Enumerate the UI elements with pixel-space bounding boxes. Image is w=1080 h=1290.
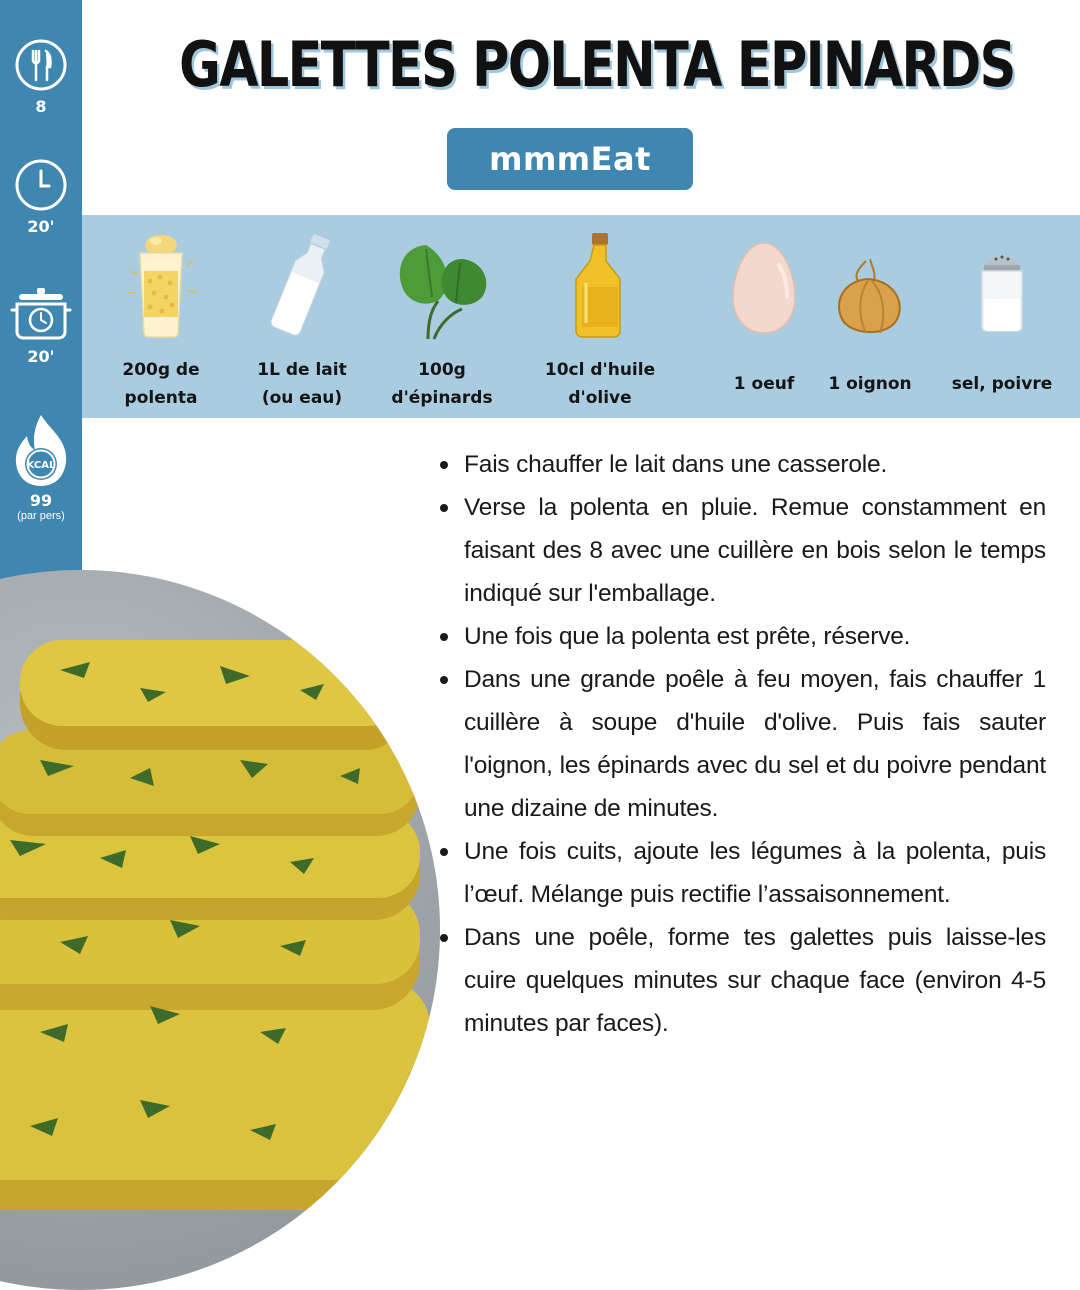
recipe-info-sidebar xyxy=(0,0,82,612)
galettes-stack-illustration xyxy=(0,570,440,1290)
recipe-steps-list xyxy=(436,443,1046,1045)
ingredient-label: 1 oignon xyxy=(828,374,912,394)
clock-icon xyxy=(14,158,68,212)
cook-time-value: 20' xyxy=(27,347,55,366)
spinach-leaves-icon xyxy=(394,239,490,343)
ingredient-salt-pepper xyxy=(932,215,1072,418)
ingredient-label: 1L de lait (ou eau) xyxy=(257,360,347,408)
milk-bottle-icon xyxy=(260,231,344,341)
recipe-step: Fais chauffer le lait dans une casserole. xyxy=(436,443,1046,486)
cook-time-stat xyxy=(0,282,82,366)
ingredient-label: 100g d'épinards xyxy=(391,360,493,408)
kcal-badge-text: KCAL xyxy=(26,460,56,471)
ingredient-onion xyxy=(820,215,920,418)
ingredient-label: sel, poivre xyxy=(951,374,1053,394)
calories-stat xyxy=(0,412,82,523)
prep-time-stat xyxy=(0,158,82,236)
kcal-flame-icon xyxy=(10,412,72,488)
recipe-step: Une fois cuits, ajoute les légumes à la polenta, puis l’œuf. Mélange puis rectifie l’assaisonnement. xyxy=(436,830,1046,916)
ingredient-label: 10cl d'huile d'olive xyxy=(544,360,656,408)
ingredient-milk xyxy=(242,215,362,418)
salt-shaker-icon xyxy=(972,245,1032,335)
ingredient-polenta xyxy=(106,215,216,418)
recipe-step: Dans une poêle, forme tes galettes puis laisse-les cuire quelques minutes sur chaque face (environ 4-5 minutes par faces). xyxy=(436,916,1046,1045)
ingredient-label: 1 oeuf xyxy=(733,374,795,394)
servings-value: 8 xyxy=(35,97,47,116)
ingredient-spinach xyxy=(372,215,512,418)
recipe-step: Une fois que la polenta est prête, réserve. xyxy=(436,615,1046,658)
egg-icon xyxy=(731,241,797,335)
ingredient-egg xyxy=(716,215,812,418)
olive-oil-bottle-icon xyxy=(568,231,632,341)
calories-unit: (par pers) xyxy=(17,510,65,522)
galettes-photo xyxy=(0,570,440,1290)
prep-time-value: 20' xyxy=(27,217,55,236)
fork-knife-icon xyxy=(14,38,68,92)
servings-stat xyxy=(0,38,82,116)
recipe-title: GALETTES POLENTA EPINARDS xyxy=(179,28,1015,101)
polenta-jar-icon xyxy=(126,231,196,339)
recipe-step: Verse la polenta en pluie. Remue constamment en faisant des 8 avec une cuillère en bois selon le temps indiqué sur l'emballage. xyxy=(436,486,1046,615)
cooking-pot-icon xyxy=(9,282,73,346)
ingredient-label: 200g de polenta xyxy=(122,360,200,408)
recipe-step: Dans une grande poêle à feu moyen, fais chauffer 1 cuillère à soupe d'huile d'olive. Puis fais sauter l'oignon, les épinards avec du sel et du poivre pendant une dizaine de minutes. xyxy=(436,658,1046,830)
brand-logo: mmmEat xyxy=(447,128,693,190)
onion-icon xyxy=(828,255,912,339)
ingredients-strip xyxy=(82,215,1080,418)
calories-value: 99 xyxy=(29,491,53,510)
ingredient-olive-oil xyxy=(530,215,670,418)
